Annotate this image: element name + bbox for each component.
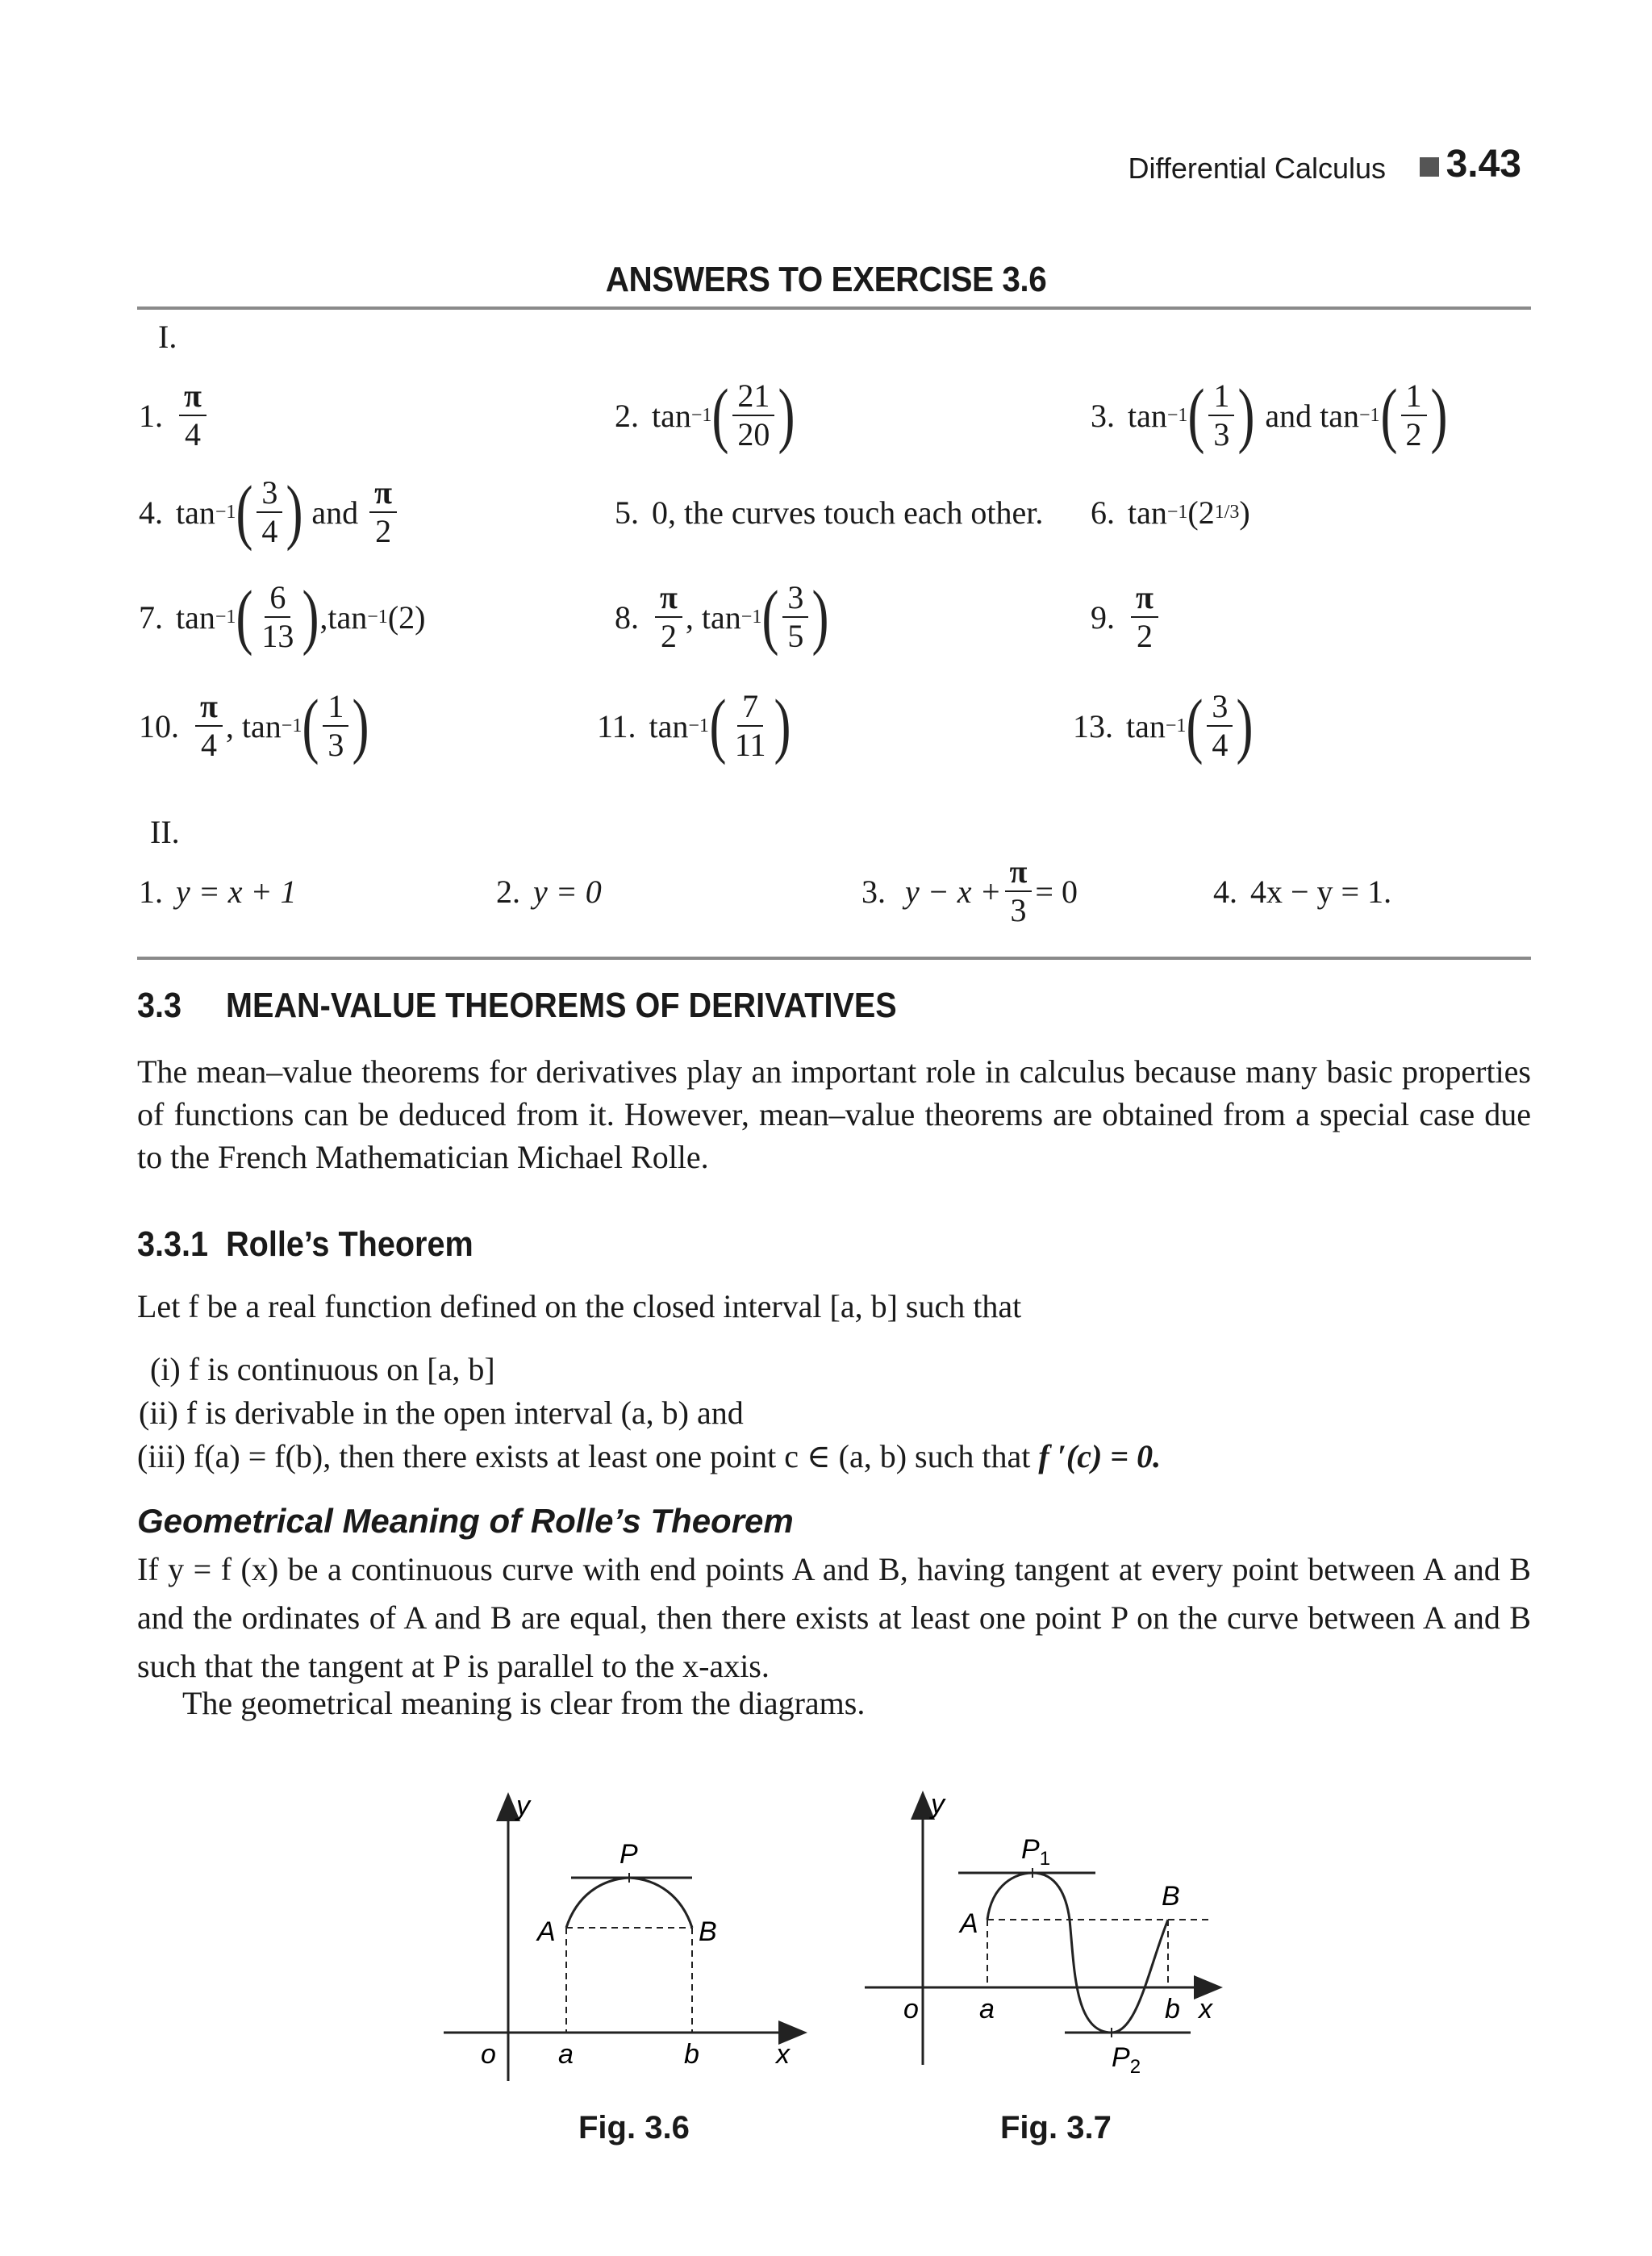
- origin-label: o: [903, 1994, 919, 2025]
- fig-3-7-caption: Fig. 3.7: [1000, 2110, 1112, 2145]
- rolle-intro: Let f be a real function defined on the closed interval [a, b] such that: [137, 1288, 1022, 1324]
- answer-row-1: [0, 371, 1652, 460]
- P2-label: $P_2$: [1112, 2042, 1141, 2078]
- section-intro: The mean–value theorems for derivatives play an important role in calculus because many basic properties of functions can be deduced from it. However, mean–value theorems are obtained from a special case due to the French Mathematician Michael Rolle.: [137, 1053, 1531, 1175]
- answer-11: 11. tan −1 ( $\frac{7}{11}$ ): [597, 686, 791, 765]
- divider-top: [137, 306, 1531, 310]
- subsection-heading: 3.3.1 Rolle’s Theorem: [137, 1224, 473, 1264]
- square-bullet-icon: [1420, 157, 1439, 177]
- B-label: B: [699, 1916, 717, 1947]
- curve: [987, 1873, 1168, 2033]
- a-label: a: [558, 2039, 574, 2070]
- answer-row-4: [0, 682, 1652, 770]
- answer-9: 9. $\frac{\pi}{2}$: [1091, 573, 1162, 661]
- figure-3-6: [436, 1783, 823, 2105]
- answer-row-2: [0, 468, 1652, 557]
- b-label: b: [684, 2039, 699, 2070]
- P1-label: $P_1$: [1021, 1834, 1051, 1870]
- b-label: b: [1165, 1994, 1180, 2025]
- curve: [566, 1878, 692, 1928]
- x-label: x: [1199, 1994, 1212, 2025]
- answer-4: 4. tan −1 ( $\frac{3}{4}$ ) and $\frac{\pi}{2}$: [139, 468, 400, 557]
- geo-text-2: The geometrical meaning is clear from the diagrams.: [182, 1685, 866, 1721]
- fig-3-6-caption: Fig. 3.6: [578, 2110, 690, 2145]
- answer-row-3: [0, 573, 1652, 661]
- A-label: A: [960, 1908, 978, 1939]
- B-label: B: [1162, 1881, 1180, 1912]
- fraction: $\frac{\pi}{4}$: [179, 379, 206, 452]
- a-label: a: [979, 1994, 995, 2025]
- part2-label: II.: [150, 814, 180, 850]
- P-label: P: [620, 1839, 638, 1870]
- answer-row-part2: [0, 847, 1652, 936]
- running-header: [1128, 152, 1471, 186]
- geo-text: If y = f (x) be a continuous curve with end points A and B, having tangent at every point between A and B and the ordinates of A and B are equal, then there exists at least one point P on the curve between A and B such that the tangent at P is parallel to the x-axis.: [137, 1551, 1531, 1684]
- answer-ii-3: 3. y − x + $\frac{\pi}{3}$ = 0: [861, 853, 1078, 928]
- running-title: Differential Calculus: [1128, 152, 1386, 185]
- answer-10: 10. $\frac{\pi}{4}$ , tan −1 ( $\frac{1}{3}$ ): [139, 686, 369, 765]
- y-label: y: [516, 1791, 530, 1821]
- answer-8: 8. $\frac{\pi}{2}$ , tan −1 ( $\frac{3}{5}$ ): [615, 577, 829, 657]
- page-number: 3.43: [1446, 143, 1521, 186]
- answer-6: 6. tan −1 (2 1/3 ): [1091, 494, 1250, 531]
- rolle-conclusion: f ′(c) = 0.: [1038, 1438, 1162, 1474]
- figure-3-7: [855, 1783, 1242, 2089]
- answer-2: 2. tan −1 ( $\frac{21}{20}$ ): [615, 375, 795, 455]
- answer-ii-1: 1. y = x + 1: [139, 873, 297, 910]
- geo-heading: Geometrical Meaning of Rolle’s Theorem: [137, 1502, 794, 1540]
- condition-2: (ii) f is derivable in the open interval (a, b) and: [139, 1395, 744, 1431]
- answer-5: 5. 0, the curves touch each other.: [615, 494, 1044, 531]
- x-label: x: [776, 2039, 790, 2070]
- A-label: A: [537, 1916, 556, 1947]
- answer-ii-2: 2. y = 0: [496, 873, 602, 910]
- section-heading: 3.3 MEAN-VALUE THEOREMS OF DERIVATIVES: [137, 986, 897, 1025]
- answer-ii-4: 4. 4x − y = 1.: [1213, 873, 1392, 910]
- answers-title: ANSWERS TO EXERCISE 3.6: [605, 260, 1047, 299]
- y-label: y: [931, 1789, 945, 1820]
- answer-3: 3. tan −1 ( $\frac{1}{3}$ ) and tan −1 ( $\frac{1}{2}$ ): [1091, 375, 1448, 455]
- answer-13: 13. tan −1 ( $\frac{3}{4}$ ): [1073, 686, 1254, 765]
- condition-1: (i) f is continuous on [a, b]: [150, 1351, 495, 1387]
- origin-label: o: [481, 2039, 496, 2070]
- part1-label: I.: [158, 319, 177, 355]
- answer-7: 7. tan −1 ( $\frac{6}{13}$ ) ,tan −1 (2): [139, 577, 426, 657]
- answer-1: 1. $\frac{\pi}{4}$: [139, 371, 210, 460]
- condition-3: (iii) f(a) = f(b), then there exists at least one point c ∈ (a, b) such that f ′(c) = 0.: [137, 1438, 1162, 1474]
- divider-bottom: [137, 957, 1531, 960]
